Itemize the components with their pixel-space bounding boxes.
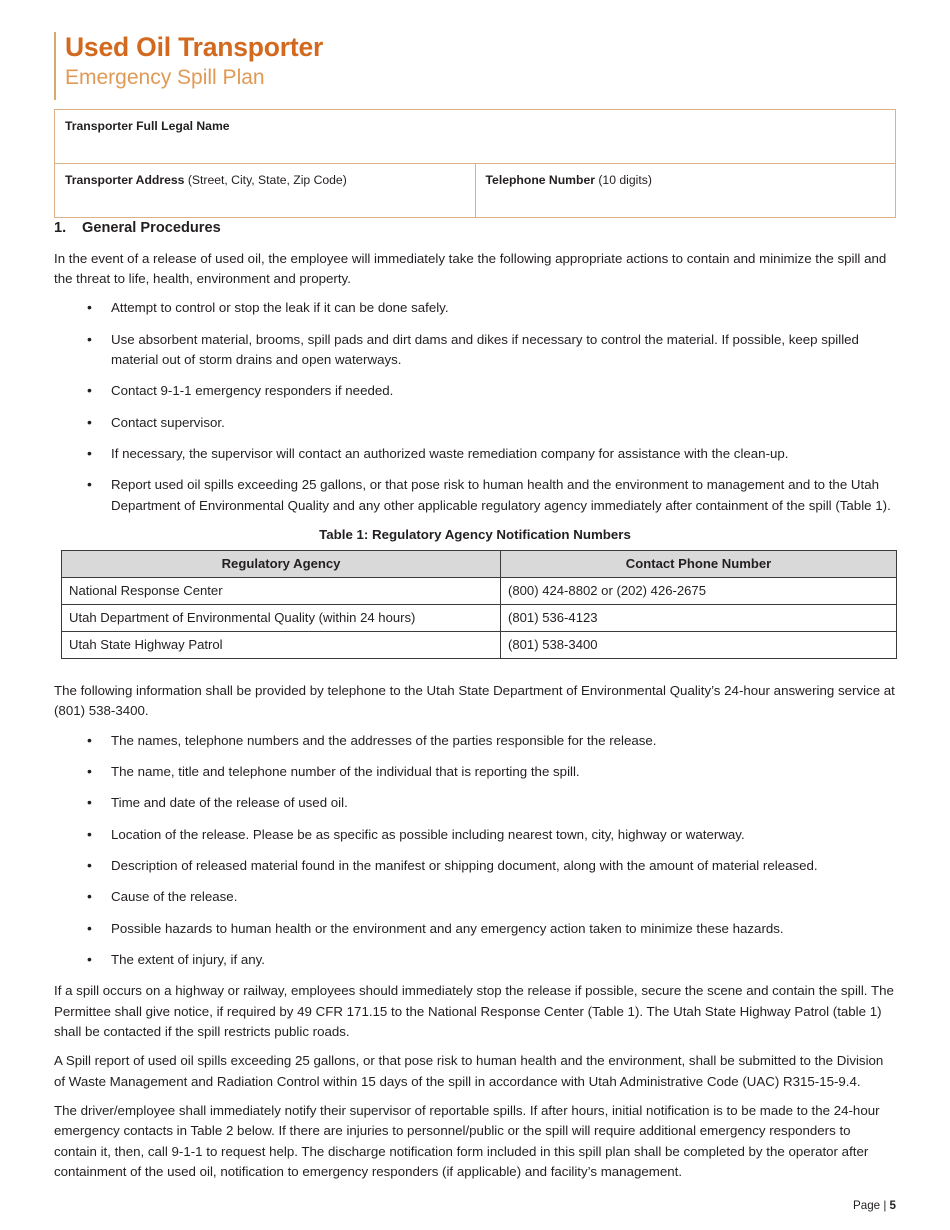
section-heading-general-procedures [54,220,896,238]
list-item: • Description of released material found in the manifest or shipping document, along with the amount of material released. [54,856,896,876]
general-procedures-intro: In the event of a release of used oil, the employee will immediately take the following appropriate actions to contain and minimize the spill and the threat to life, health, environment and property. [54,250,887,286]
title-wrap [54,30,896,100]
regulatory-agency-table [61,550,897,659]
general-procedures-list [54,298,896,516]
legal-name-label: Transporter Full Legal Name [65,119,230,133]
closing-paragraph-2: A Spill report of used oil spills exceeding 25 gallons, or that pose risk to human health and the environment, shall be submitted to the Division of Waste Management and Radiation Control within 15 days of the spill in accordance with Utah Administrative Code (UAC) R315-15-9.4. [54,1053,884,1089]
document-title: Used Oil Transporter [65,32,324,62]
column-header-phone: Contact Phone Number [501,550,897,577]
telephone-hint: (10 digits) [594,173,652,187]
cell-phone: (801) 536-4123 [501,604,897,631]
orange-accent-bar [54,32,56,100]
notification-intro: The following information shall be provided by telephone to the Utah State Department of Environmental Quality’s 24-hour answering service at (801) 538-3400. [54,682,895,719]
legal-name-cell[interactable] [55,110,896,164]
table1-caption: Table 1: Regulatory Agency Notification Numbers [319,526,631,542]
list-item: • Attempt to control or stop the leak if it can be done safely. [54,298,896,318]
document-header [54,30,896,100]
footer-page-label: Page | [853,1199,890,1212]
cell-agency: Utah State Highway Patrol [62,631,501,658]
list-item: • The names, telephone numbers and the addresses of the parties responsible for the release. [54,731,896,751]
cell-agency: Utah Department of Environmental Quality (within 24 hours) [62,604,501,631]
cell-phone: (801) 538-3400 [501,631,897,658]
address-cell[interactable] [55,164,476,218]
cell-phone: (800) 424-8802 or (202) 426-2675 [501,577,897,604]
section-title: General Procedures [82,220,221,236]
address-hint: (Street, City, State, Zip Code) [184,173,347,187]
list-item: • Use absorbent material, brooms, spill pads and dirt dams and dikes if necessary to control the material. If possible, keep spilled material out of storm drains and open waterways. [54,330,896,371]
document-body [54,220,896,1191]
list-item: • Cause of the release. [54,887,896,907]
column-header-agency: Regulatory Agency [62,550,501,577]
closing-paragraph-1: If a spill occurs on a highway or railway, employees should immediately stop the release if possible, secure the scene and contain the spill. The Permittee shall give notice, if required by 49 CFR 171.15 to the National Response Center (Table 1). The Utah State Highway Patrol (table 1) shall be contacted if the spill restricts public roads. [54,983,894,1040]
form-row-address-phone [55,164,896,218]
table-row [62,604,897,631]
telephone-cell[interactable] [475,164,896,218]
list-item: • Possible hazards to human health or the environment and any emergency action taken to minimize these hazards. [54,919,896,939]
cell-agency: National Response Center [62,577,501,604]
list-item: • If necessary, the supervisor will contact an authorized waste remediation company for assistance with the clean-up. [54,444,896,464]
list-item: • Location of the release. Please be as specific as possible including nearest town, city, highway or waterway. [54,825,896,845]
notification-info-list [54,731,896,971]
footer-page-number: 5 [889,1199,896,1212]
section-number: 1. [54,220,67,236]
spacer [54,659,896,681]
table-row [62,577,897,604]
form-row-legal-name [55,110,896,164]
page-footer [853,1199,896,1212]
table-row [62,631,897,658]
list-item: • Time and date of the release of used oil. [54,793,896,813]
list-item: • The name, title and telephone number of the individual that is reporting the spill. [54,762,896,782]
telephone-label: Telephone Number [485,173,595,187]
address-label: Transporter Address [65,173,185,187]
list-item: • Contact supervisor. [54,413,896,433]
list-item: • Report used oil spills exceeding 25 gallons, or that pose risk to human health and the environment to management and to the Utah Department of Environmental Quality and any other applicable regulatory agency immediately after containment of the spill (Table 1). [54,475,896,516]
document-subtitle: Emergency Spill Plan [65,66,265,90]
table-header-row [62,550,897,577]
list-item: • Contact 9-1-1 emergency responders if needed. [54,381,896,401]
closing-paragraph-3: The driver/employee shall immediately notify their supervisor of reportable spills. If after hours, initial notification is to be made to the 24-hour emergency contacts in Table 2 below. If there are injuries to personnel/public or the spill will require additional emergency responders to contain it, then, call 9-1-1 to request help. The discharge notification form included in this spill plan shall be completed by the operator after containment of the used oil, notification to emergency responders (if applicable) and facility’s management. [54,1103,880,1180]
list-item: • The extent of injury, if any. [54,950,896,970]
transporter-info-form [54,109,896,218]
